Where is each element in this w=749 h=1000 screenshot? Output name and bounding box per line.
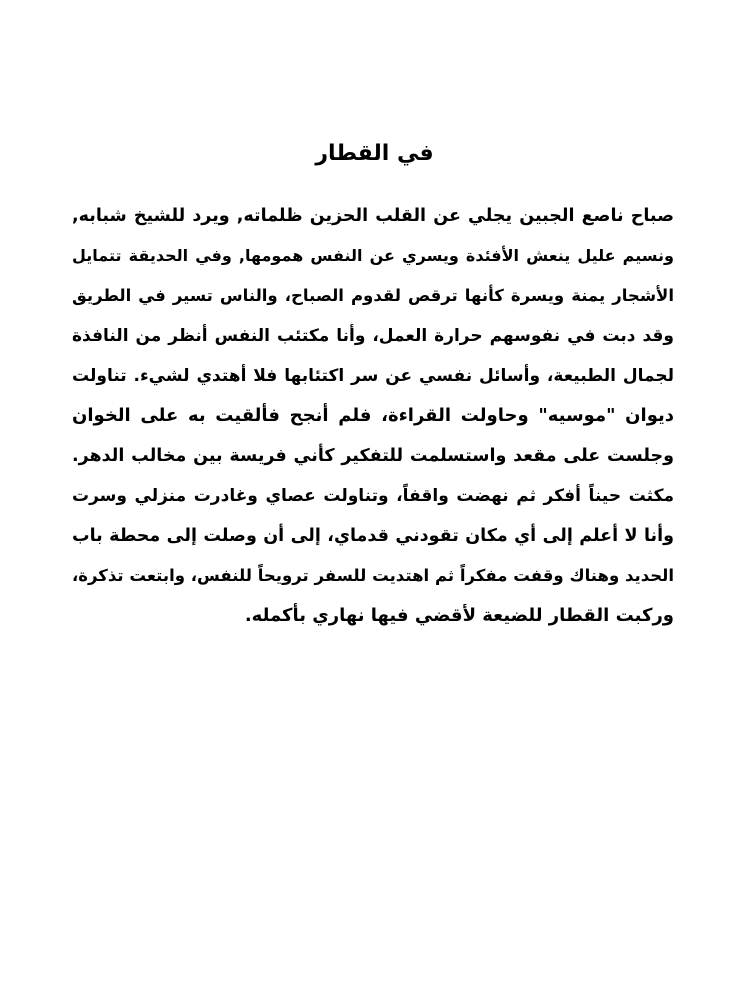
body-line: وركبت القطار للضيعة لأقضي فيها نهاري بأكمله. (244, 605, 674, 626)
body-line: ديوان "موسيه" وحاولت القراءة، فلم أنجح فألقيت به على الخوان (72, 405, 674, 426)
body-line: وقد دبت في نفوسهم حرارة العمل، وأنا مكتئب النفس أنظر من النافذة (72, 326, 674, 346)
body-line: صباح ناصع الجبين يجلي عن القلب الحزين ظلماته, ويرد للشيخ شبابه, (72, 206, 674, 226)
body-line: وأنا لا أعلم إلى أي مكان تقودني قدماي، إلى أن وصلت إلى محطة باب (72, 526, 674, 546)
body-line: مكثت حيناً أفكر ثم نهضت واقفاً، وتناولت عصاي وغادرت منزلي وسرت (72, 486, 674, 506)
document-body (72, 196, 674, 636)
body-line: الأشجار يمنة ويسرة كأنها ترقص لقدوم الصباح، والناس تسير في الطريق (72, 286, 674, 305)
body-line: وجلست على مقعد واستسلمت للتفكير كأني فريسة بين مخالب الدهر. (72, 446, 674, 466)
body-line: ونسيم عليل ينعش الأفئدة ويسري عن النفس همومها, وفي الحديقة تتمايل (72, 246, 674, 265)
body-line: لجمال الطبيعة، وأسائل نفسي عن سر اكتئابها فلا أهتدي لشيء. تناولت (72, 366, 674, 386)
body-line: الحديد وهناك وقفت مفكراً ثم اهتديت للسفر ترويحاً للنفس، وابتعت تذكرة، (72, 566, 674, 585)
document-title: في القطار (315, 141, 434, 166)
